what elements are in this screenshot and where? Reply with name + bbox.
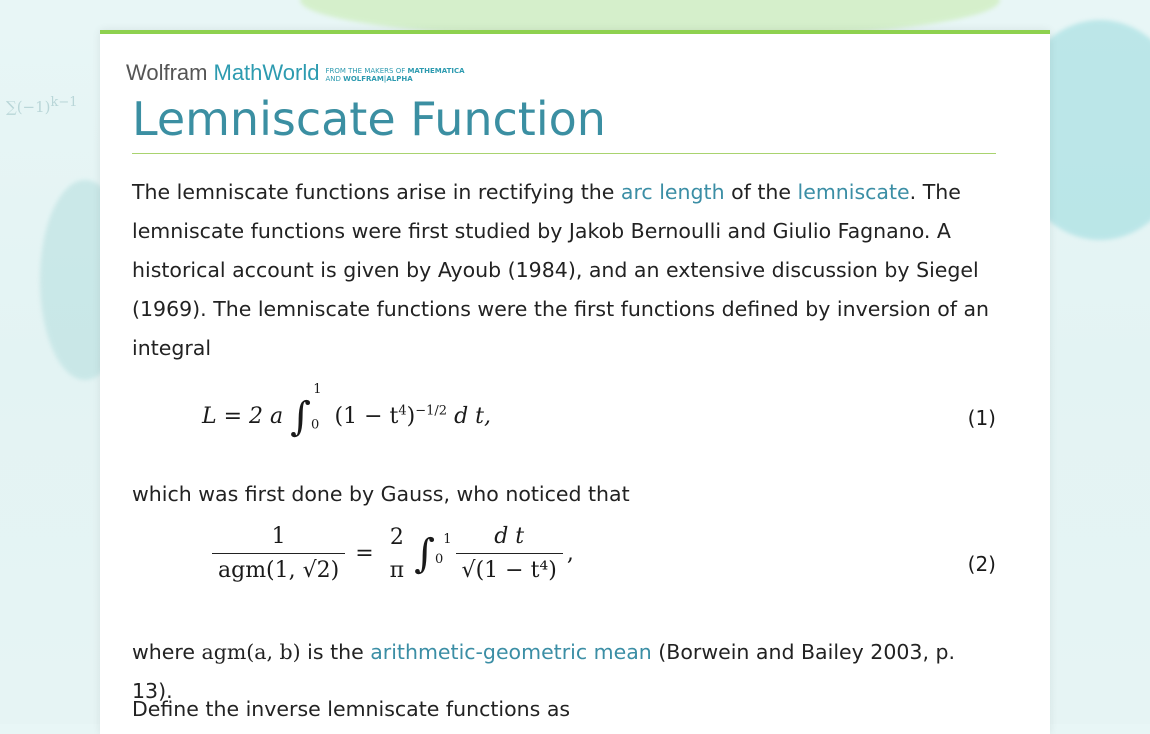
arc-length-link[interactable]: arc length — [620, 180, 725, 204]
background-formula-decoration: $\sum(-1)^{k-1}$ — [6, 95, 78, 116]
article-card — [100, 30, 1050, 734]
logo-wolfram: Wolfram — [126, 60, 208, 85]
arithmetic-geometric-mean-link[interactable]: arithmetic-geometric mean — [370, 640, 652, 664]
title-divider — [132, 153, 996, 154]
intro-paragraph: The lemniscate functions arise in rectifying the arc length of the lemniscate. The lemniscate functions were first studied by Jakob Bernoulli and Giulio Fagnano. A historical account is given by Ayoub (1984), and an extensive discussion by Siegel (1969). The lemniscate functions were the first functions defined by inversion of an integral — [132, 180, 990, 360]
logo-mathworld: MathWorld — [213, 60, 320, 85]
mathworld-logo[interactable] — [126, 60, 465, 86]
lemniscate-link[interactable]: lemniscate — [797, 180, 910, 204]
equation-1: L = 2 a $\int_0^1$ $(1 - t^4)^{-1/2}$ d t, (1) — [202, 381, 996, 440]
equation-number: (1) — [967, 406, 996, 430]
equation-2: $\frac{1}{\text{agm(1, √2)}}$ = 2 π ∫ $_0$ 1 $\frac{\text{d t}}{\text{√(1 − t⁴)}}$ , (2) — [132, 524, 996, 614]
page-title: Lemniscate Function — [132, 92, 606, 146]
logo-tagline: FROM THE MAKERS OF MATHEMATICA AND WOLFRAM|ALPHA — [325, 67, 465, 83]
gauss-paragraph: which was first done by Gauss, who noticed that — [132, 482, 630, 506]
equation-number: (2) — [967, 552, 996, 576]
define-paragraph: Define the inverse lemniscate functions as — [132, 697, 571, 721]
agm-paragraph: where agm(a, b) is the arithmetic-geometric mean (Borwein and Bailey 2003, p. 13). — [132, 640, 956, 703]
